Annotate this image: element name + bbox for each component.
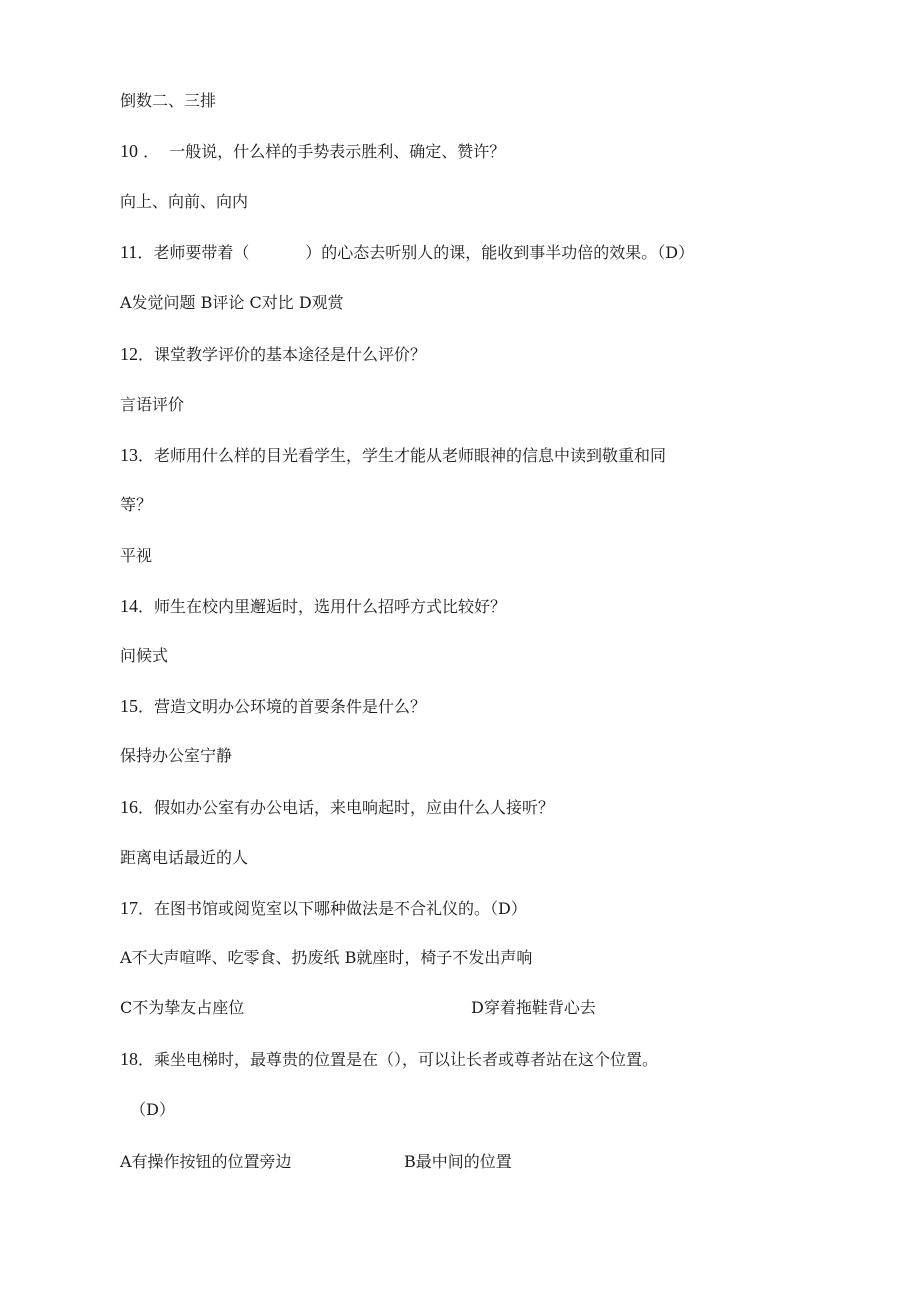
answer-line: 倒数二、三排 [120, 91, 217, 110]
question-10: 10 ． 一般说，什么样的手势表示胜利、确定、赞许？ [120, 141, 506, 161]
question-18: 18．乘坐电梯时，最尊贵的位置是在（），可以让长者或尊者站在这个位置。 [120, 1049, 659, 1069]
question-number: 10 [120, 141, 138, 161]
answer-line: 问候式 [120, 646, 169, 665]
answer-line: 平视 [120, 546, 153, 565]
options-line: C不为挚友占座位 [120, 998, 245, 1017]
answer-key: （D） [120, 1100, 176, 1119]
option-d: D穿着拖鞋背心去 [471, 998, 596, 1017]
answer-line: 保持办公室宁静 [120, 746, 233, 765]
answer-line: 向上、向前、向内 [120, 192, 249, 211]
question-15: 15．营造文明办公环境的首要条件是什么？ [120, 696, 427, 716]
question-12: 12．课堂教学评价的基本途径是什么评价？ [120, 344, 427, 364]
question-number: 11 [120, 242, 138, 262]
question-17: 17．在图书馆或阅览室以下哪种做法是不合礼仪的。（D） [120, 898, 527, 918]
question-14: 14．师生在校内里邂逅时，选用什么招呼方式比较好？ [120, 596, 507, 616]
question-13-continuation: 等？ [120, 495, 153, 514]
question-number: 18 [120, 1049, 138, 1069]
question-16: 16．假如办公室有办公电话，来电响起时，应由什么人接听？ [120, 797, 555, 817]
question-number: 17 [120, 898, 138, 918]
answer-line: 言语评价 [120, 395, 185, 414]
question-13: 13．老师用什么样的目光看学生，学生才能从老师眼神的信息中读到敬重和同 [120, 445, 667, 465]
question-number: 14 [120, 596, 138, 616]
answer-line: 距离电话最近的人 [120, 848, 249, 867]
option-b: B最中间的位置 [404, 1152, 512, 1171]
question-11: 11．老师要带着（ ）的心态去听别人的课，能收到事半功倍的效果。（D） [120, 242, 695, 262]
options-line: A发觉问题 B评论 C对比 D观赏 [120, 293, 344, 312]
options-line: A不大声喧哗、吃零食、扔废纸 B就座时，椅子不发出声响 [120, 948, 533, 967]
options-line: A有操作按钮的位置旁边 [120, 1152, 292, 1171]
question-number: 12 [120, 344, 138, 364]
question-number: 15 [120, 696, 138, 716]
question-number: 13 [120, 445, 138, 465]
question-number: 16 [120, 797, 138, 817]
